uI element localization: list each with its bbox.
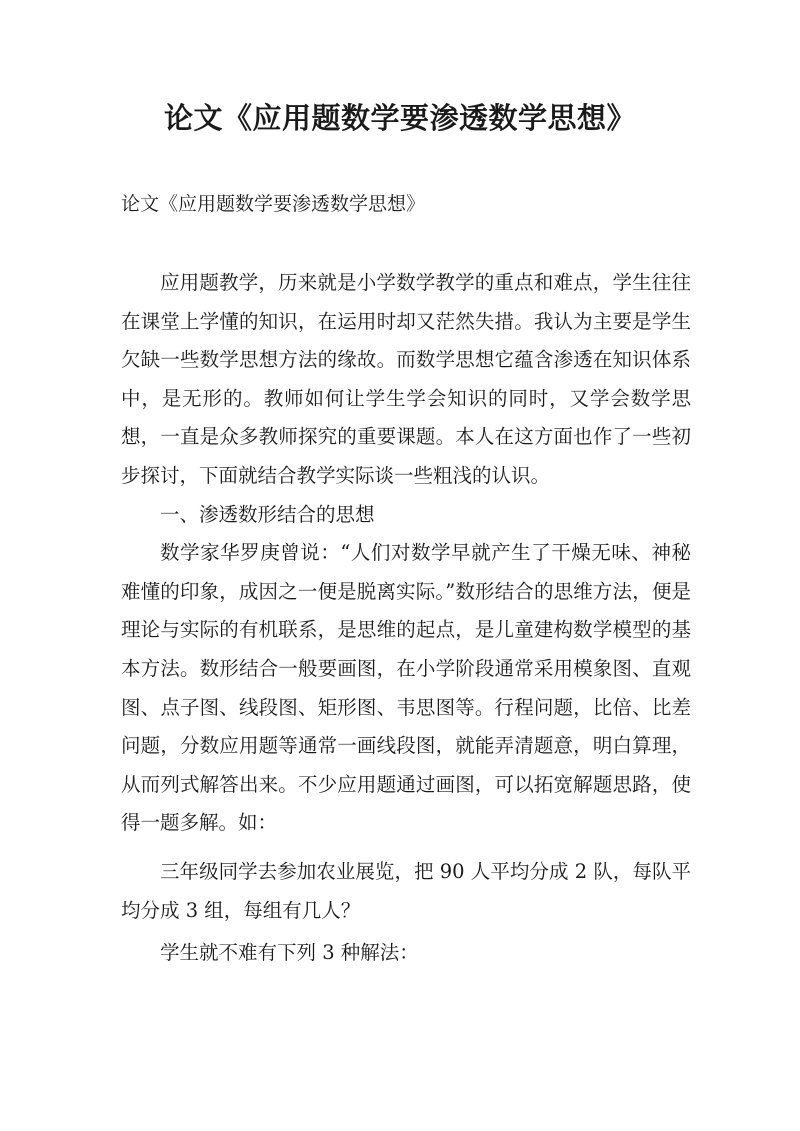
document-body: [121, 264, 691, 973]
document-subtitle: 论文《应用题数学要渗透数学思想》: [121, 193, 426, 215]
intro-paragraph: 应用题教学，历来就是小学数学教学的重点和难点，学生往往在课堂上学懂的知识，在运用时却又茫然失措。我认为主要是学生欠缺一些数学思想方法的缘故。而数学思想它蕴含渗透在知识体系中，是无形的。教师如何让学生学会知识的同时，又学会数学思想，一直是众多教师探究的重要课题。本人在这方面也作了一些初步探讨，下面就结合教学实际谈一些粗浅的认识。: [121, 271, 691, 487]
section-heading: 一、渗透数形结合的思想: [160, 502, 375, 526]
body-paragraph: 数学家华罗庚曾说：“人们对数学早就产生了干燥无味、神秘难懂的印象，成因之一便是脱离实际。”数形结合的思维方法，便是理论与实际的有机联系，是思维的起点，是儿童建构数学模型的基本方法。数形结合一般要画图，在小学阶段通常采用模象图、直观图、点子图、线段图、矩形图、韦思图等。行程问题，比倍、比差问题，分数应用题等通常一画线段图，就能弄清题意，明白算理，从而列式解答出来。不少应用题通过画图，可以拓宽解题思路，使得一题多解。如：: [121, 541, 691, 835]
solutions-intro-paragraph: 学生就不难有下列 3 种解法：: [160, 941, 419, 965]
document-title: 论文《应用题数学要渗透数学思想》: [163, 101, 636, 135]
example-problem-paragraph: 三年级同学去参加农业展览，把 90 人平均分成 2 队，每队平均分成 3 组，每组有几人？: [121, 859, 691, 922]
